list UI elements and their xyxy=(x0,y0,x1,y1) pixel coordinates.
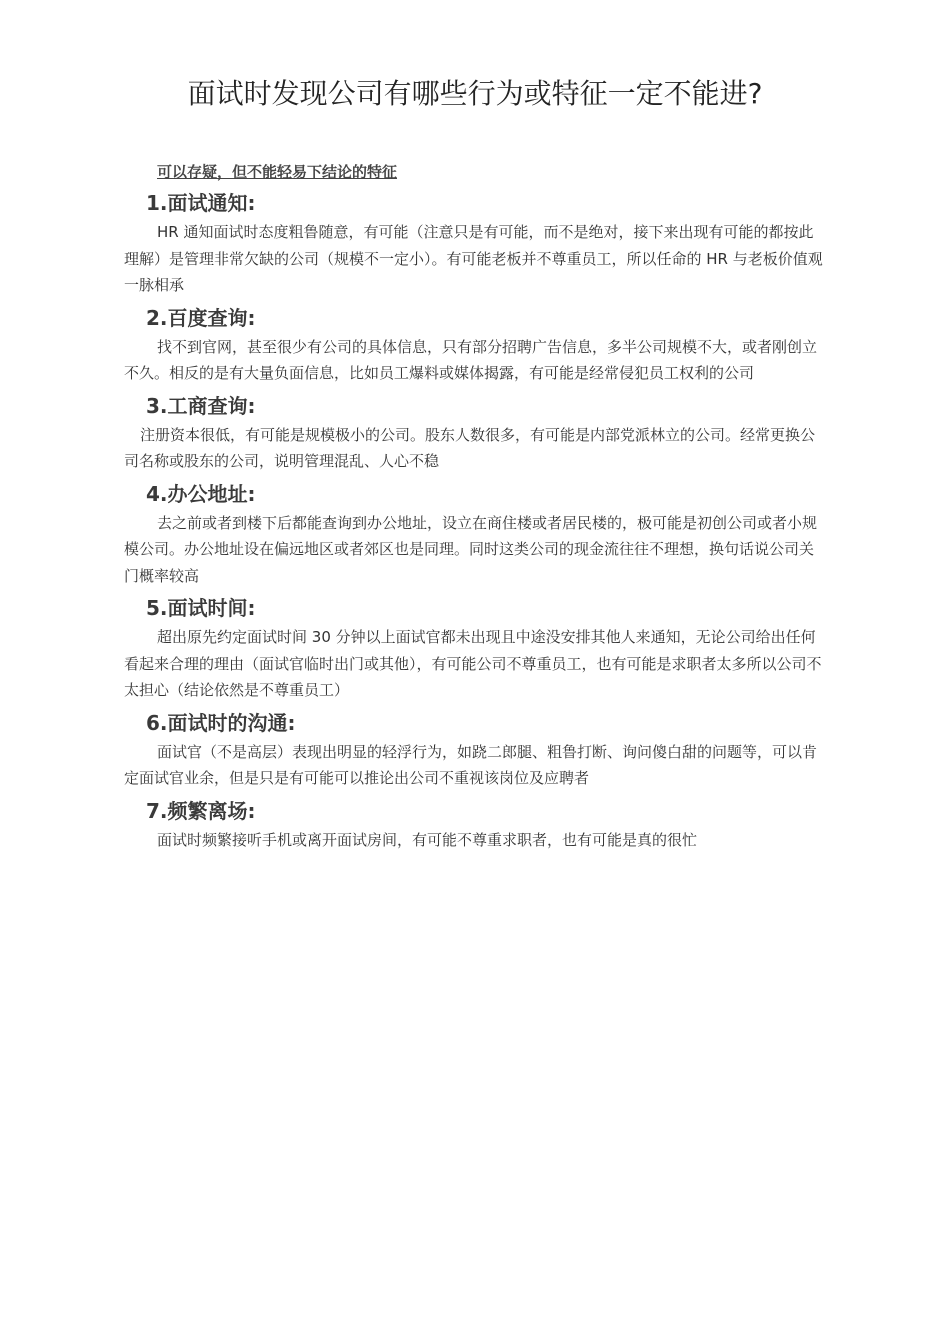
section-paragraph: HR 通知面试时态度粗鲁随意，有可能（注意只是有可能，而不是绝对，接下来出现有可能的都按此理解）是管理非常欠缺的公司（规模不一定小）。有可能老板并不尊重员工，所以任命的 HR 与老板价值观一脉相承 xyxy=(124,223,823,294)
section-interview-time xyxy=(124,593,824,704)
section-office-address xyxy=(124,479,824,590)
section-paragraph: 面试时频繁接听手机或离开面试房间，有可能不尊重求职者，也有可能是真的很忙 xyxy=(157,830,698,849)
document-body xyxy=(124,188,824,857)
section-interview-notice xyxy=(124,188,824,299)
section-paragraph: 找不到官网，甚至很少有公司的具体信息，只有部分招聘广告信息，多半公司规模不大，或者刚创立不久。相反的是有大量负面信息，比如员工爆料或媒体揭露，有可能是经常侵犯员工权利的公司 xyxy=(124,337,818,382)
section-heading: 1.面试通知: xyxy=(146,191,256,215)
page-title: 面试时发现公司有哪些行为或特征一定不能进? xyxy=(187,77,763,110)
section-paragraph: 面试官（不是高层）表现出明显的轻浮行为，如跷二郎腿、粗鲁打断、询问傻白甜的问题等，可以肯定面试官业余，但是只是有可能可以推论出公司不重视该岗位及应聘者 xyxy=(124,742,818,787)
section-baidu-search xyxy=(124,303,824,387)
section-heading: 3.工商查询: xyxy=(146,393,256,418)
section-interview-communication xyxy=(124,708,824,792)
section-frequent-leaving xyxy=(124,796,824,854)
section-heading: 5.面试时间: xyxy=(146,596,256,620)
section-paragraph: 去之前或者到楼下后都能查询到办公地址，设立在商住楼或者居民楼的，极可能是初创公司或者小规模公司。办公地址设在偏远地区或者郊区也是同理。同时这类公司的现金流往往不理想，换句话说公司关门概率较高 xyxy=(124,513,818,585)
section-intro-subtitle: 可以存疑，但不能轻易下结论的特征 xyxy=(157,163,398,181)
section-heading: 2.百度查询: xyxy=(146,305,256,330)
section-heading: 4.办公地址: xyxy=(146,481,256,506)
section-paragraph: 注册资本很低，有可能是规模极小的公司。股东人数很多，有可能是内部党派林立的公司。经常更换公司名称或股东的公司，说明管理混乱、人心不稳 xyxy=(124,425,816,470)
section-paragraph: 超出原先约定面试时间 30 分钟以上面试官都未出现且中途没安排其他人来通知，无论公司给出任何看起来合理的理由（面试官临时出门或其他），有可能公司不尊重员工，也有可能是求职者太多所以公司不太担心（结论依然是不尊重员工） xyxy=(124,628,822,699)
section-heading: 6.面试时的沟通: xyxy=(146,710,296,735)
section-heading: 7.频繁离场: xyxy=(146,798,256,823)
section-business-registry xyxy=(124,391,824,475)
